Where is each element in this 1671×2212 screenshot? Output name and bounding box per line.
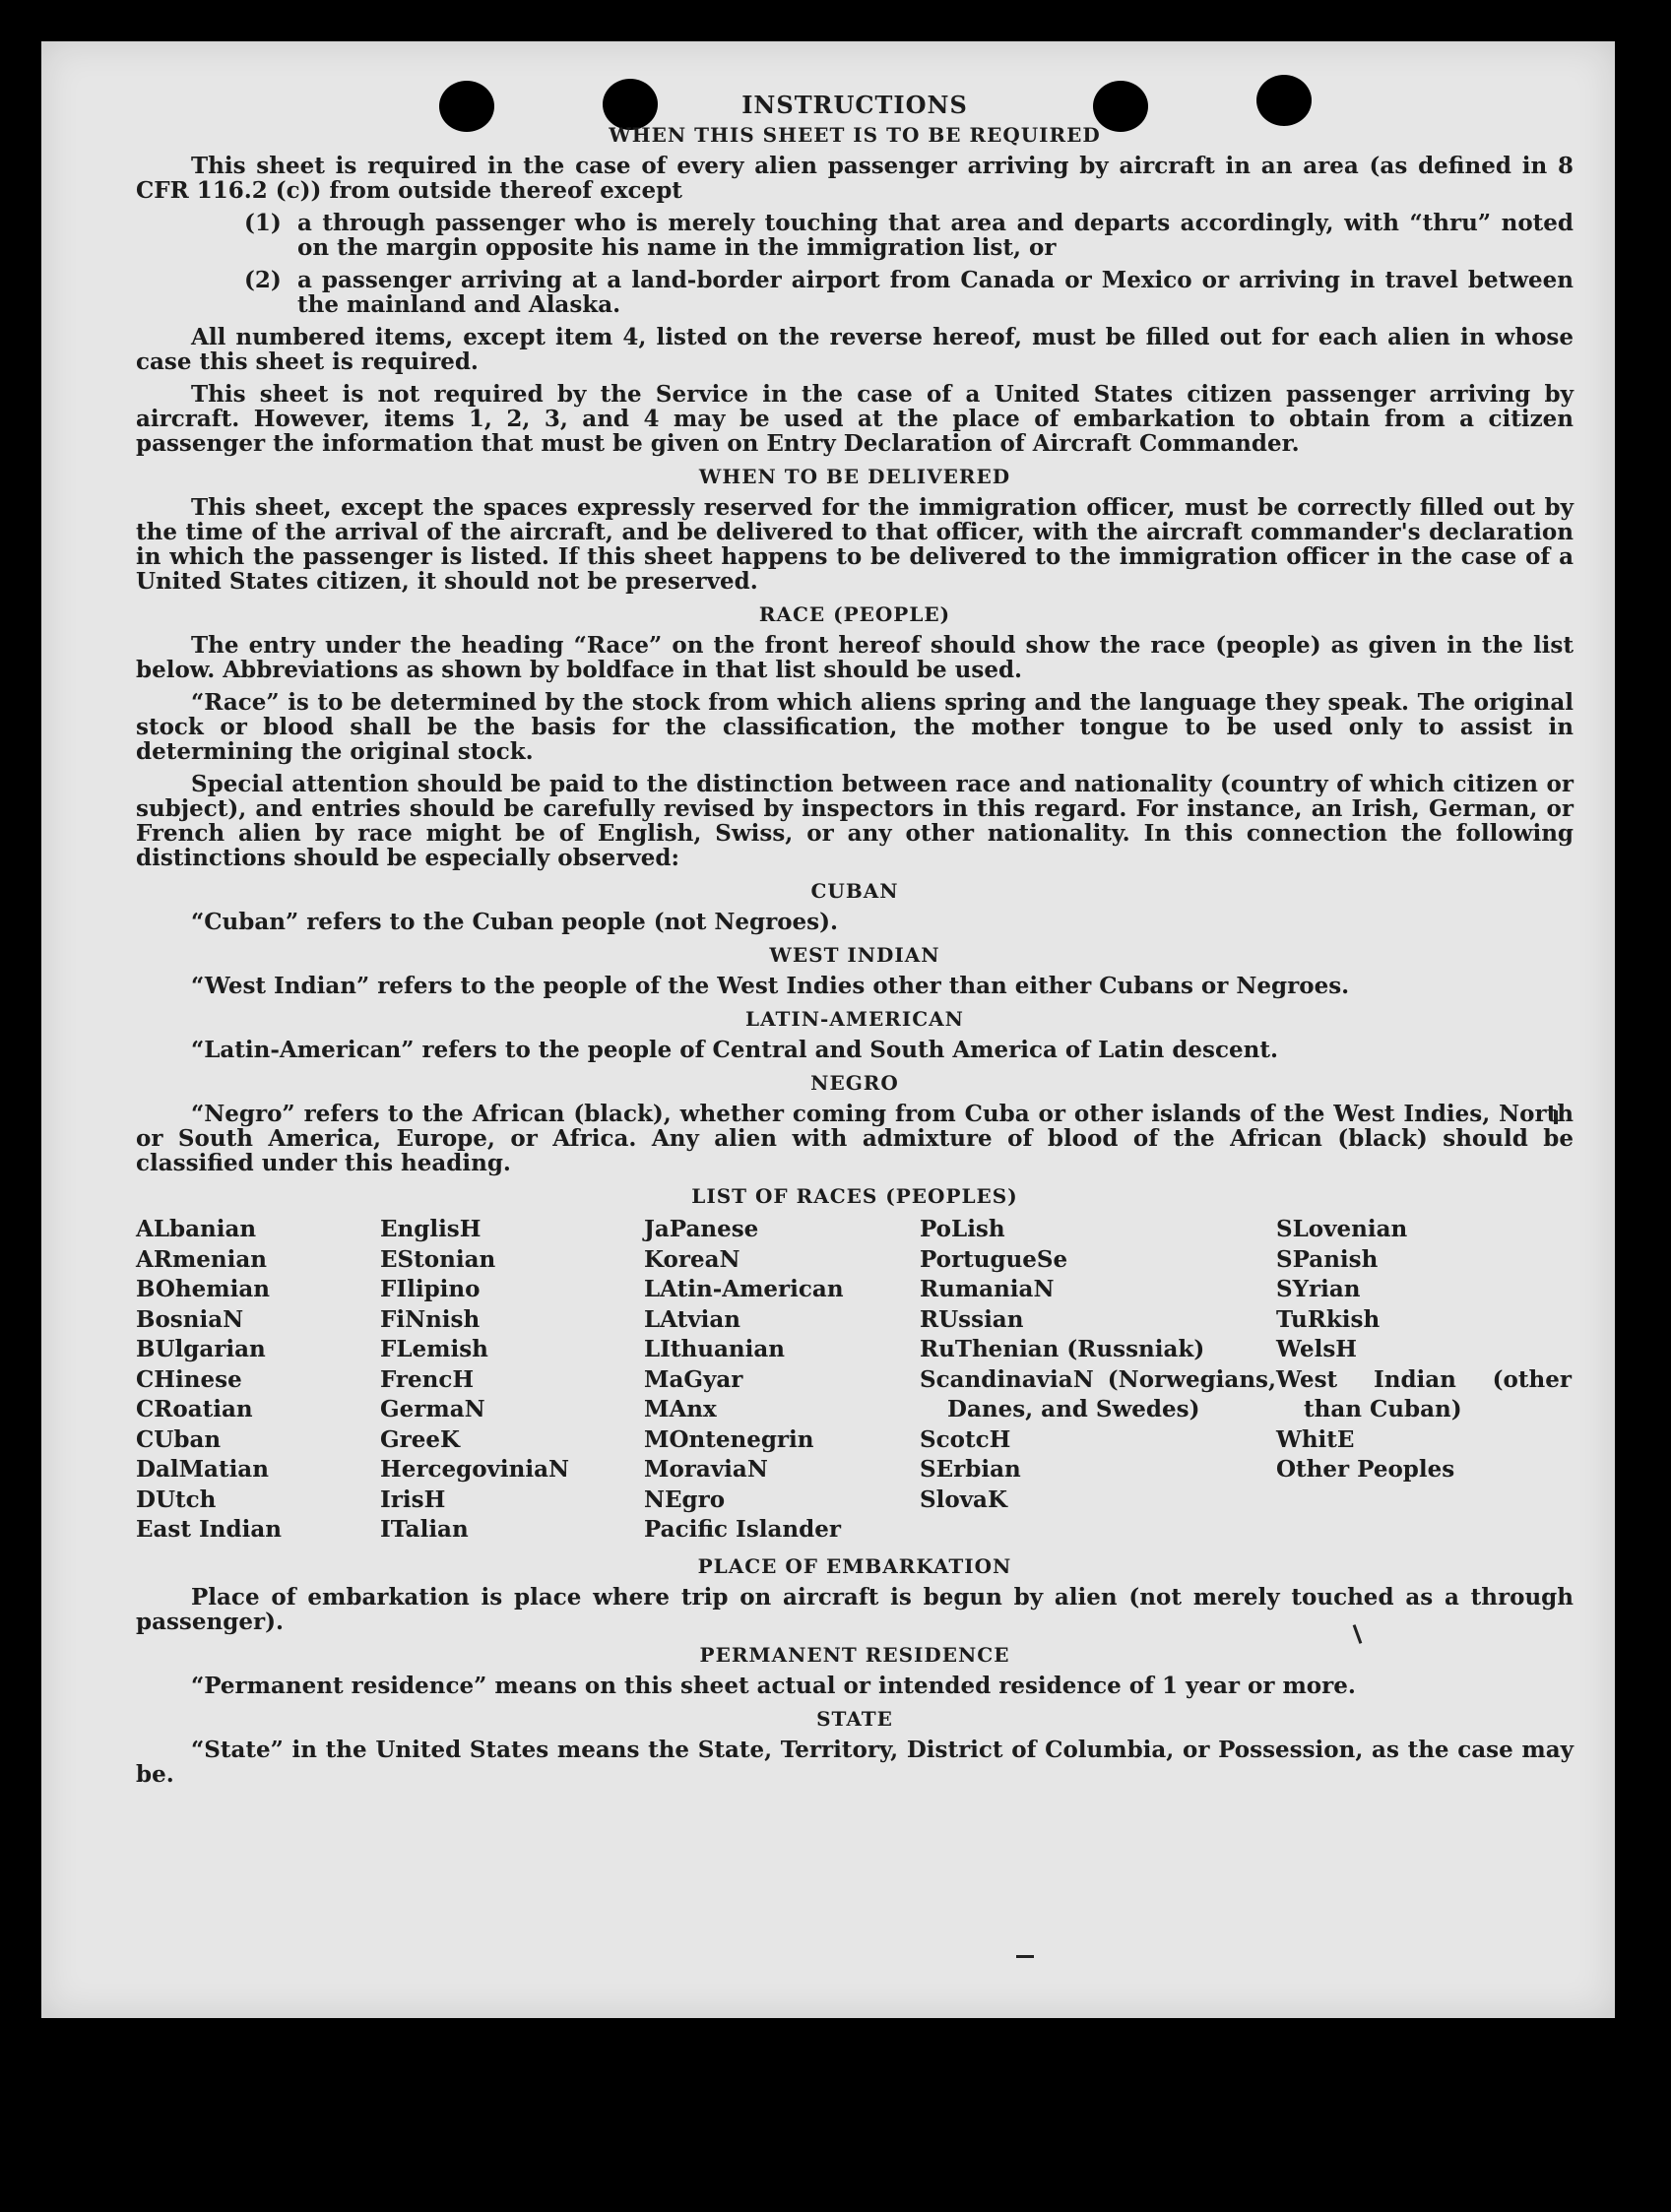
race-entry: TuRkish	[1276, 1305, 1381, 1333]
race-entry: EnglisH	[380, 1216, 482, 1242]
race-entry: MOntenegrin	[644, 1425, 814, 1453]
race-entry: RUssian	[920, 1305, 1024, 1333]
race-column	[920, 1215, 1276, 1546]
race-entry: RuThenian (Russniak)	[920, 1336, 1205, 1362]
race-entry: FiNnish	[380, 1305, 481, 1333]
race-entry: SLovenian	[1276, 1216, 1408, 1242]
west-indian-text: “West Indian” refers to the people of the West Indies other than either Cubans or Negroes.	[191, 973, 1350, 999]
race-entry: LIthuanian	[644, 1336, 785, 1362]
race-entry: BOhemian	[136, 1276, 270, 1302]
section-heading-when-delivered: WHEN TO BE DELIVERED	[698, 465, 1011, 488]
section-heading-race: RACE (PEOPLE)	[758, 602, 951, 626]
section-heading-state: STATE	[816, 1706, 893, 1731]
instructions-content	[136, 91, 1574, 1795]
race-entry: FIlipino	[380, 1276, 481, 1302]
exception-item	[244, 211, 1574, 260]
race-entry: BUlgarian	[136, 1336, 266, 1362]
race-entry: MoraviaN	[644, 1456, 768, 1483]
section-heading-list-of-races: LIST OF RACES (PEOPLES)	[691, 1184, 1018, 1208]
race-entry: CHinese	[136, 1365, 242, 1393]
document-page	[41, 41, 1615, 2018]
race-entry: PoLish	[920, 1216, 1005, 1242]
race-entry: LAtvian	[644, 1305, 740, 1333]
exception-item	[244, 268, 1574, 317]
latin-american-text: “Latin-American” refers to the people of Central and South America of Latin descent.	[191, 1037, 1278, 1063]
embarkation-text: Place of embarkation is place where trip on aircraft is begun by alien (not merely touched as a through passenger).	[136, 1583, 1574, 1635]
race-entry: IrisH	[380, 1485, 446, 1513]
race-entry: East Indian	[136, 1516, 282, 1543]
race-entry: LAtin-American	[644, 1276, 844, 1302]
race-entry: GermaN	[380, 1396, 485, 1422]
section-heading-residence: PERMANENT RESIDENCE	[699, 1642, 1010, 1667]
race-paragraph-2: “Race” is to be determined by the stock from which aliens spring and the language they speak. The original stock or blood shall be the basis for the classification, the mother tongue to be used only to assist in determining the original stock.	[136, 689, 1574, 765]
item-number: (1)	[244, 210, 282, 236]
race-entry: SYrian	[1276, 1276, 1361, 1302]
section-heading-negro: NEGRO	[810, 1071, 899, 1095]
race-entry: ALbanian	[136, 1216, 257, 1242]
citizen-paragraph: This sheet is not required by the Service in the case of a United States citizen passenger arriving by aircraft. However, items 1, 2, 3, and 4 may be used at the place of embarkation to obtain from a citizen passenger the information that must be given on Entry Declaration of Aircraft Commander.	[136, 381, 1574, 457]
race-entry: DUtch	[136, 1485, 217, 1513]
negro-text: “Negro” refers to the African (black), whether coming from Cuba or other islands of the West Indies, North or South America, Europe, or Africa. Any alien with admixture of blood of the African (black) should be classified under this heading.	[136, 1101, 1574, 1176]
item-text: a through passenger who is merely touching that area and departs accordingly, with “thru” noted on the margin opposite his name in the immigration list, or	[297, 210, 1574, 261]
race-entry: SlovaK	[920, 1485, 1007, 1513]
section-heading-west-indian: WEST INDIAN	[769, 943, 940, 967]
race-entry: GreeK	[380, 1425, 461, 1453]
section-heading-when-required: WHEN THIS SHEET IS TO BE REQUIRED	[609, 123, 1101, 147]
race-column	[380, 1215, 644, 1546]
race-list	[136, 1215, 1574, 1546]
race-entry: Pacific Islander	[644, 1516, 841, 1543]
race-entry: HercegoviniaN	[380, 1456, 570, 1483]
item-number: (2)	[244, 267, 282, 293]
race-entry: MAnx	[644, 1396, 717, 1422]
race-entry: MaGyar	[644, 1365, 743, 1393]
race-entry: FrencH	[380, 1365, 475, 1393]
race-entry: PortugueSe	[920, 1245, 1068, 1273]
race-paragraph-3: Special attention should be paid to the distinction between race and nationality (country of which citizen or subject), and entries should be carefully revised by inspectors in this regard. For instance, an Irish, German, or French alien by race might be of English, Swiss, or any other nationality. In this connection the following distinctions should be especially observed:	[136, 771, 1574, 871]
race-entry: ScandinaviaN (Norwegians, Danes, and Swedes)	[920, 1365, 1276, 1422]
race-entry: WelsH	[1276, 1336, 1358, 1362]
race-entry: FLemish	[380, 1336, 488, 1362]
race-entry: JaPanese	[644, 1216, 759, 1242]
race-entry: EStonian	[380, 1245, 496, 1273]
race-entry: WhitE	[1276, 1425, 1355, 1453]
when-delivered-text: This sheet, except the spaces expressly reserved for the immigration officer, must be correctly filled out by the time of the arrival of the aircraft, and be delivered to that officer, with the aircraft commander's declaration in which the passenger is listed. If this sheet happens to be delivered to the immigration officer in the case of a United States citizen, it should not be preserved.	[136, 494, 1574, 595]
race-entry: West Indian (other than Cuban)	[1276, 1365, 1572, 1422]
numbered-items-paragraph: All numbered items, except item 4, listed on the reverse hereof, must be filled out for each alien in whose case this sheet is required.	[136, 324, 1574, 375]
section-heading-latin-american: LATIN-AMERICAN	[745, 1007, 964, 1031]
section-heading-cuban: CUBAN	[810, 879, 899, 903]
cuban-text: “Cuban” refers to the Cuban people (not Negroes).	[191, 909, 839, 935]
state-text: “State” in the United States means the State, Territory, District of Columbia, or Possession, as the case may be.	[136, 1736, 1574, 1788]
race-column	[1276, 1215, 1572, 1546]
race-entry: BosniaN	[136, 1305, 244, 1333]
item-text: a passenger arriving at a land-border airport from Canada or Mexico or arriving in travel between the mainland and Alaska.	[297, 267, 1574, 318]
race-entry: RumaniaN	[920, 1276, 1055, 1302]
race-entry: KoreaN	[644, 1245, 740, 1273]
race-column	[644, 1215, 920, 1546]
speck-mark	[1016, 1955, 1034, 1958]
race-entry: ARmenian	[136, 1245, 268, 1273]
race-entry: CUban	[136, 1425, 222, 1453]
page-title: INSTRUCTIONS	[741, 91, 968, 119]
residence-text: “Permanent residence” means on this sheet actual or intended residence of 1 year or more.	[191, 1672, 1356, 1699]
race-entry: Other Peoples	[1276, 1456, 1455, 1483]
race-column	[136, 1215, 380, 1546]
race-entry: NEgro	[644, 1485, 726, 1513]
when-required-intro: This sheet is required in the case of every alien passenger arriving by aircraft in an area (as defined in 8 CFR 116.2 (c)) from outside thereof except	[136, 153, 1574, 204]
race-entry: CRoatian	[136, 1396, 253, 1422]
race-entry: SPanish	[1276, 1245, 1379, 1273]
race-entry: DalMatian	[136, 1456, 269, 1483]
race-entry: ScotcH	[920, 1425, 1011, 1453]
section-heading-embarkation: PLACE OF EMBARKATION	[697, 1553, 1012, 1578]
race-entry: ITalian	[380, 1516, 469, 1543]
race-entry: SErbian	[920, 1456, 1021, 1483]
race-paragraph-1: The entry under the heading “Race” on the front hereof should show the race (people) as given in the list below. Abbreviations as shown by boldface in that list should be used.	[136, 632, 1574, 683]
